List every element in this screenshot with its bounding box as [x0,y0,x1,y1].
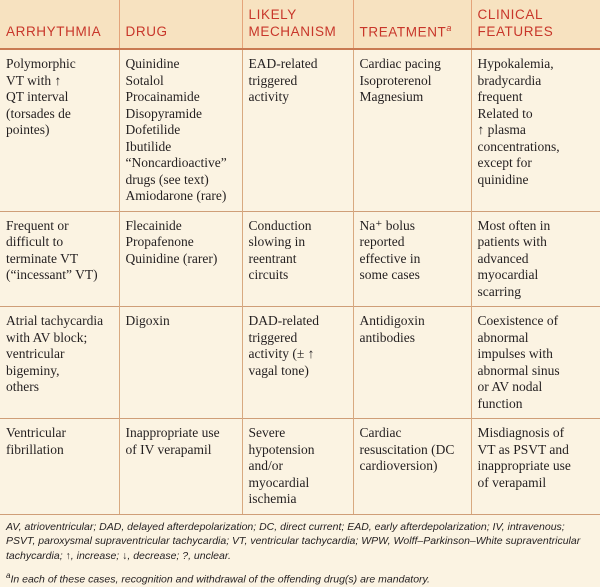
cell-line: Quinidine (rarer) [126,251,236,268]
cell-features [471,419,600,514]
cell-line: VT with ↑ [6,73,113,90]
cell-line: and/or [249,458,347,475]
cell-line: some cases [360,267,465,284]
header-mechanism: LIKELY MECHANISM [242,0,353,49]
table-row [0,307,600,419]
cell-line: Conduction [249,218,347,235]
cell-line: Cardiac [360,425,465,442]
cell-line: activity [249,89,347,106]
cell-line: ventricular [6,346,113,363]
cell-line: myocardial [249,475,347,492]
cell-line: myocardial [478,267,595,284]
cell-line: Polymorphic [6,56,113,73]
cell-line: activity (± ↑ [249,346,347,363]
cell-mechanism [242,419,353,514]
cell-line: Dofetilide [126,122,236,139]
cell-line: with AV block; [6,330,113,347]
cell-line: Inappropriate use [126,425,236,442]
cell-line: impulses with [478,346,595,363]
header-clinical-features: CLINICAL FEATURES [471,0,600,49]
cell-line: Coexistence of [478,313,595,330]
cell-treatment [353,49,471,211]
cell-line: circuits [249,267,347,284]
cell-line: VT as PSVT and [478,442,595,459]
cell-drug [119,419,242,514]
cell-line: concentrations, [478,139,595,156]
cell-line: Hypokalemia, [478,56,595,73]
cell-line: function [478,396,595,413]
cell-line: reported [360,234,465,251]
cell-line: cardioversion) [360,458,465,475]
cell-line: Ventricular [6,425,113,442]
footnote-marker: a [446,23,452,33]
cell-line: advanced [478,251,595,268]
cell-line: or AV nodal [478,379,595,396]
cell-line: abnormal [478,330,595,347]
cell-line: DAD-related [249,313,347,330]
cell-treatment [353,211,471,307]
cell-line: slowing in [249,234,347,251]
cell-mechanism [242,307,353,419]
header-drug: DRUG [119,0,242,49]
cell-arrhythmia [0,307,119,419]
cell-line: triggered [249,73,347,90]
cell-line: Frequent or [6,218,113,235]
cell-line: Ibutilide [126,139,236,156]
cell-drug [119,49,242,211]
cell-line: Sotalol [126,73,236,90]
cell-line: Cardiac pacing [360,56,465,73]
cell-line: triggered [249,330,347,347]
table-row [0,211,600,307]
cell-line: EAD-related [249,56,347,73]
cell-line: Misdiagnosis of [478,425,595,442]
cell-line: inappropriate use [478,458,595,475]
cell-line: of IV verapamil [126,442,236,459]
cell-line: of verapamil [478,475,595,492]
cell-line: scarring [478,284,595,301]
cell-line: abnormal sinus [478,363,595,380]
cell-line: bigeminy, [6,363,113,380]
cell-line: Quinidine [126,56,236,73]
table-row [0,419,600,514]
cell-line: Isoproterenol [360,73,465,90]
cell-line: “Noncardioactive” [126,155,236,172]
cell-arrhythmia [0,211,119,307]
cell-line: bradycardia [478,73,595,90]
cell-line: difficult to [6,234,113,251]
table-row [0,49,600,211]
cell-line: (“incessant” VT) [6,267,113,284]
cell-drug [119,211,242,307]
table-footnotes [0,514,600,587]
cell-arrhythmia [0,419,119,514]
cell-line: Magnesium [360,89,465,106]
cell-line: patients with [478,234,595,251]
cell-line: ischemia [249,491,347,508]
cell-line: Propafenone [126,234,236,251]
cell-line: pointes) [6,122,113,139]
cell-line: ↑ plasma [478,122,595,139]
table-body [0,49,600,514]
cell-mechanism [242,49,353,211]
cell-line: reentrant [249,251,347,268]
cell-line: (torsades de [6,106,113,123]
cell-line: Na⁺ bolus [360,218,465,235]
abbreviations-note: AV, atrioventricular; DAD, delayed afterdepolarization; DC, direct current; EAD, early afterdepolarization; IV, intravenous; PSVT, paroxysmal supraventricular tachycardia; VT, ventricular tachycardia; WPW, Wolff–Parkinson–White supraventricular tachycardia; ↑, increase; ↓, decrease; ?, unclear. [6,520,594,564]
cell-arrhythmia [0,49,119,211]
cell-line: resuscitation (DC [360,442,465,459]
cell-line: Amiodarone (rare) [126,188,236,205]
cell-mechanism [242,211,353,307]
cell-features [471,307,600,419]
cell-line: Antidigoxin [360,313,465,330]
header-row [0,0,600,49]
cell-line: others [6,379,113,396]
cell-line: quinidine [478,172,595,189]
cell-line: drugs (see text) [126,172,236,189]
cell-line: vagal tone) [249,363,347,380]
cell-line: Severe [249,425,347,442]
cell-line: except for [478,155,595,172]
cell-treatment [353,419,471,514]
cell-features [471,49,600,211]
cell-line: fibrillation [6,442,113,459]
header-treatment: TREATMENT$^a$ [353,0,471,49]
cell-line: frequent [478,89,595,106]
cell-line: Disopyramide [126,106,236,123]
cell-line: terminate VT [6,251,113,268]
cell-line: Procainamide [126,89,236,106]
cell-line: Related to [478,106,595,123]
cell-line: hypotension [249,442,347,459]
cell-line: Flecainide [126,218,236,235]
header-arrhythmia: ARRHYTHMIA [0,0,119,49]
cell-line: effective in [360,251,465,268]
cell-features [471,211,600,307]
cell-drug [119,307,242,419]
treatment-footnote: $^a$In each of these cases, recognition and withdrawal of the offending drug(s) are mandatory. [6,569,594,587]
cell-line: antibodies [360,330,465,347]
cell-line: Most often in [478,218,595,235]
cell-line: QT interval [6,89,113,106]
cell-line: Atrial tachycardia [6,313,113,330]
cell-line: Digoxin [126,313,236,330]
cell-treatment [353,307,471,419]
